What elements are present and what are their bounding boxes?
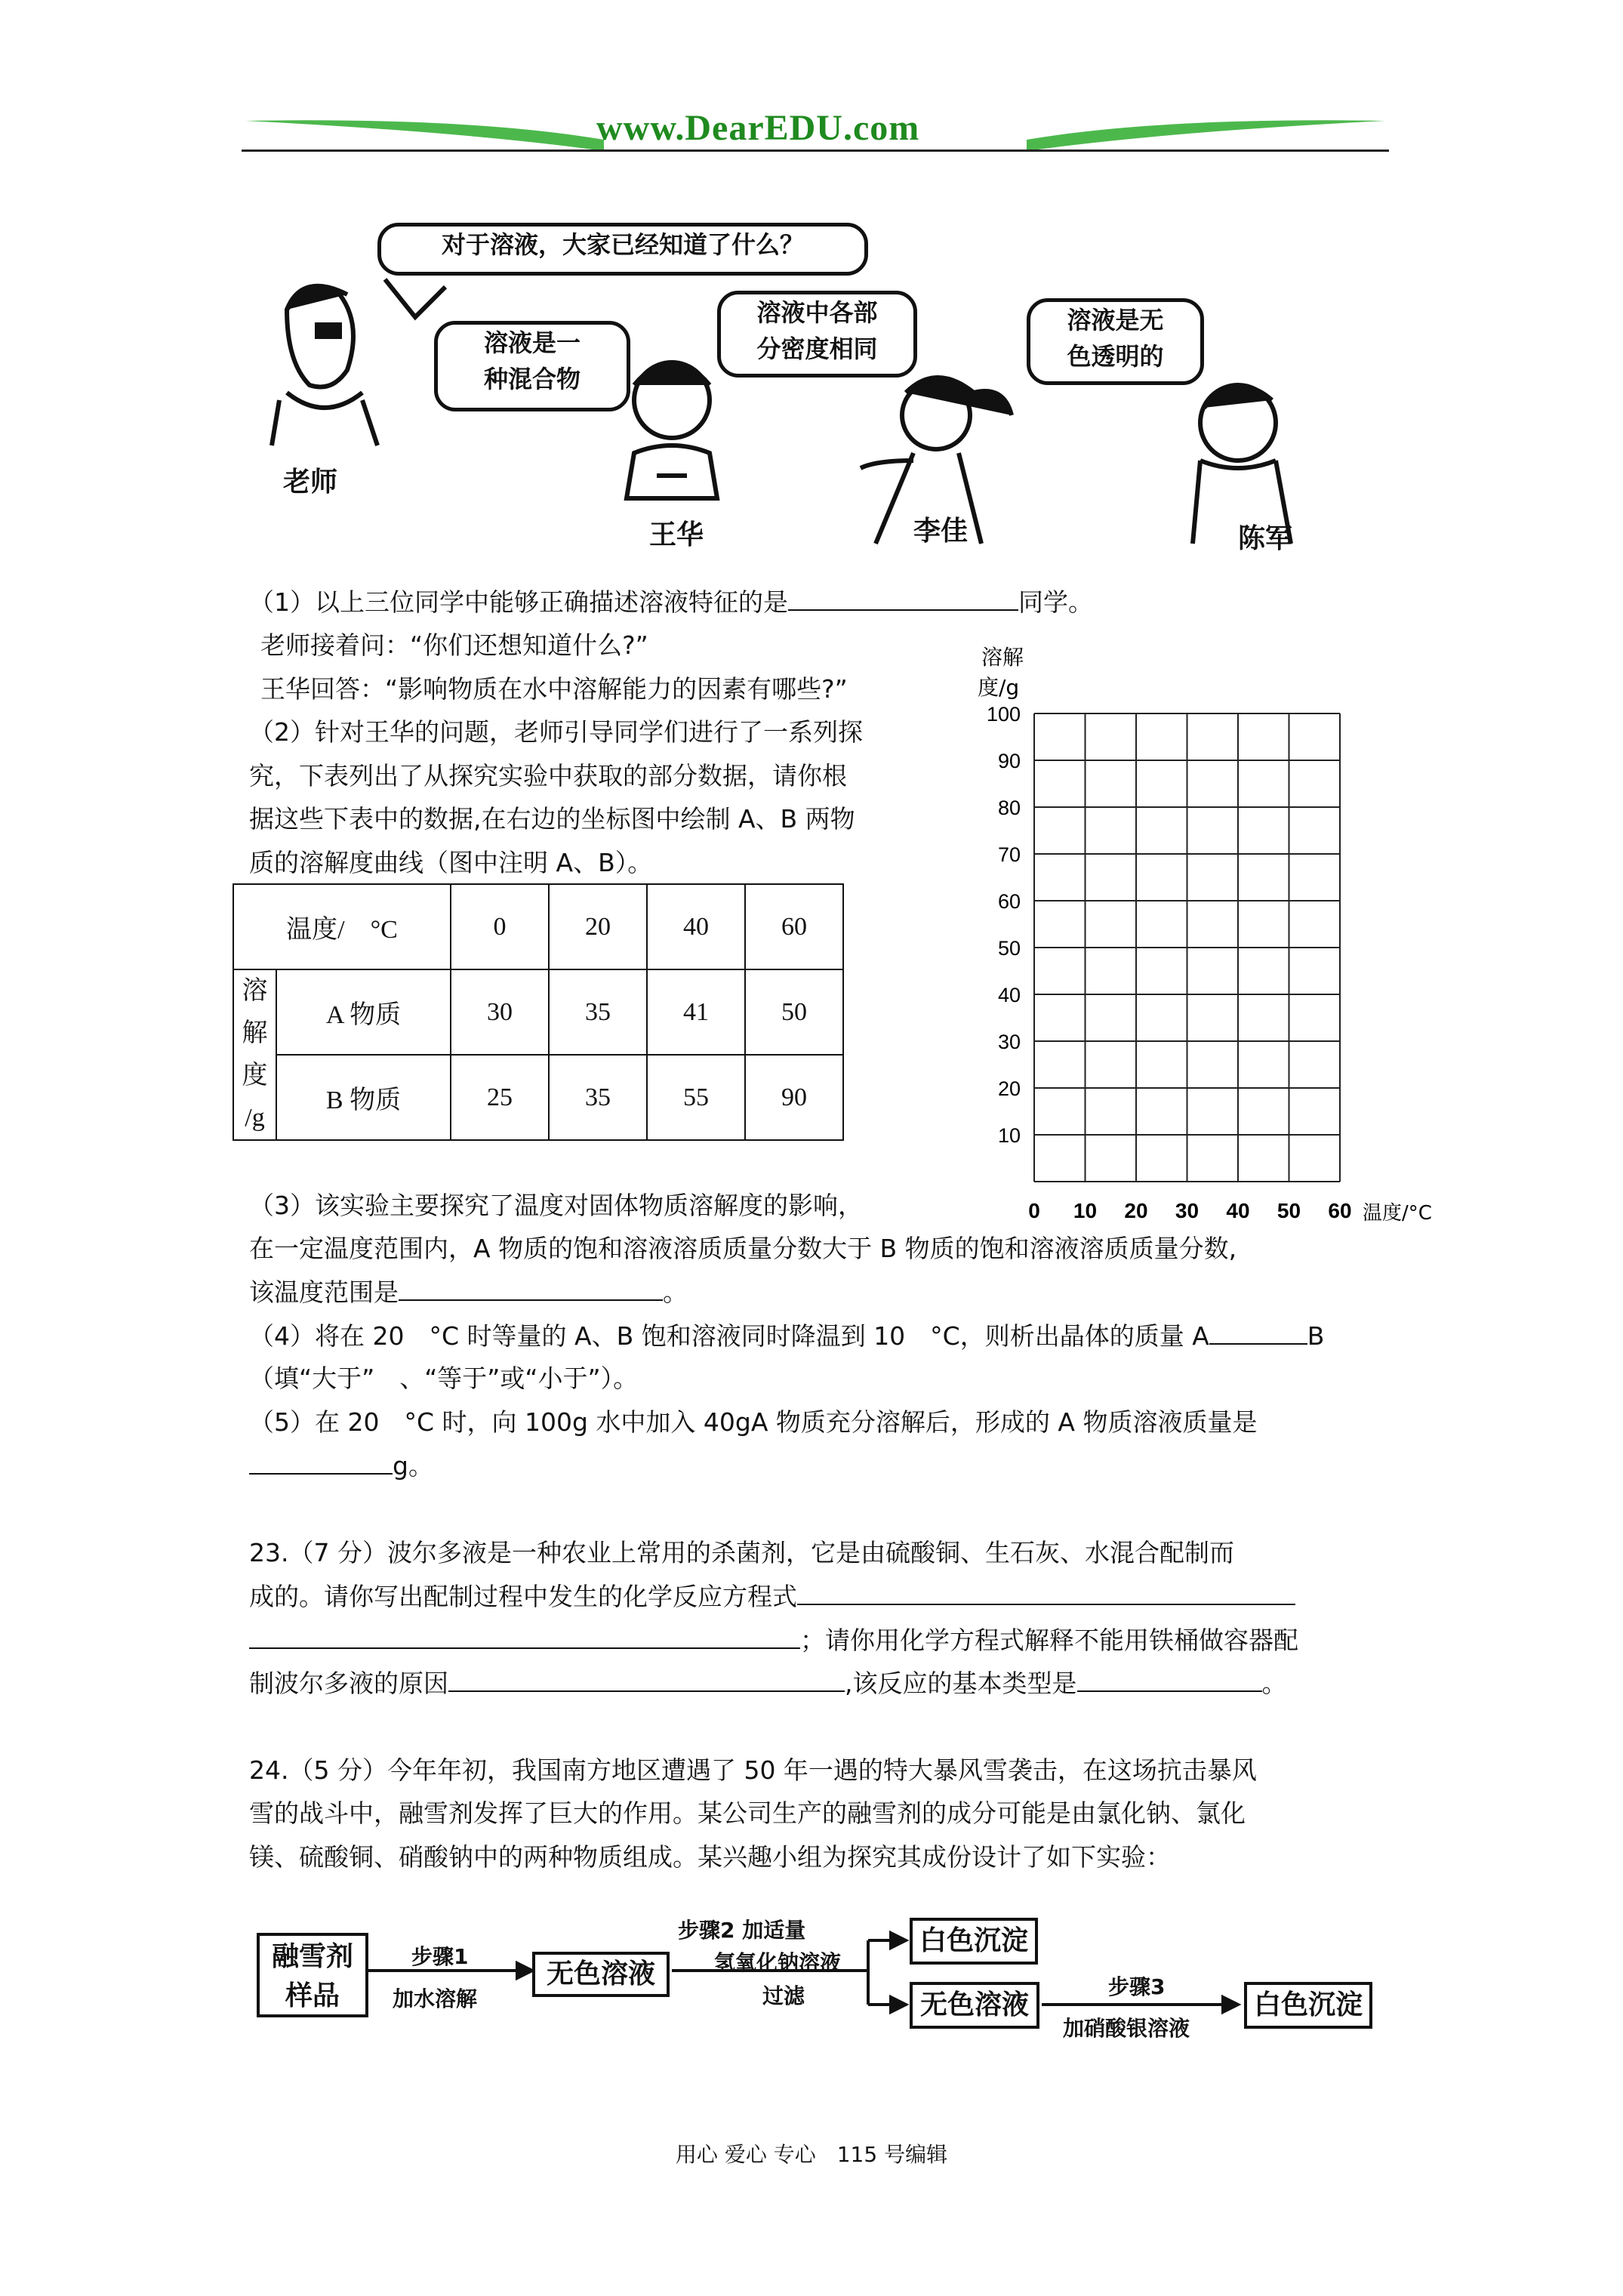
solubility-chart[interactable] <box>959 634 1487 1231</box>
y-tick-label: 40 <box>997 984 1021 1006</box>
q22-part1 <box>249 585 1093 619</box>
x-tick-label: 0 <box>1028 1199 1040 1222</box>
label-teacher: 老师 <box>283 467 338 498</box>
table-cell: 55 <box>647 1055 745 1140</box>
table-cell: 50 <box>745 969 843 1055</box>
table-temp-0: 0 <box>451 884 549 969</box>
flow-sample-line-2: 样品 <box>285 1980 340 2011</box>
q24-line-3: 镁、硫酸铜、硝酸钠中的两种物质组成。某兴趣小组为探究其成份设计了如下实验： <box>249 1842 1171 1872</box>
label-lijia: 李佳 <box>913 516 969 547</box>
flow-step2-label: 步骤2 加适量 <box>678 1918 806 1943</box>
flow-solution1-box: 无色溶液 <box>532 1952 670 1997</box>
table-cell: 41 <box>647 969 745 1055</box>
q22-teacher-asks: 老师接着问：“你们还想知道什么?” <box>260 630 648 660</box>
page-footer: 用心 爱心 专心 115 号编辑 <box>675 2142 948 2167</box>
table-cell: 25 <box>451 1055 549 1140</box>
chenjun-bubble-line-1: 溶液是无 <box>1067 306 1164 334</box>
row-label-char-4: /g <box>245 1104 265 1132</box>
y-tick-label: 50 <box>997 937 1021 960</box>
wanghua-bubble-line-2: 种混合物 <box>483 365 581 393</box>
table-temp-header: 温度/ °C <box>233 884 451 969</box>
q23-line-2-text: 成的。请你写出配制过程中发生的化学反应方程式 <box>249 1582 797 1611</box>
x-tick-label: 40 <box>1226 1199 1250 1222</box>
teacher-speech-bubble <box>377 223 868 276</box>
row-label-char-3: 度 <box>242 1062 268 1089</box>
q23-line-2 <box>249 1579 1295 1613</box>
flow-step1-action: 加水溶解 <box>393 1986 478 2011</box>
flow-step1-label: 步骤1 <box>411 1944 469 1969</box>
table-row <box>233 969 843 1055</box>
x-axis-label: 温度/°C <box>1363 1202 1432 1225</box>
q23-line-3 <box>249 1623 1298 1657</box>
q22-part1-text: （1）以上三位同学中能够正确描述溶液特征的是 <box>249 587 788 617</box>
y-tick-label: 10 <box>997 1124 1021 1147</box>
q22-part4-answer-blank[interactable] <box>1209 1319 1307 1345</box>
table-cell: 30 <box>451 969 549 1055</box>
lijia-bubble-line-1: 溶液中各部 <box>756 298 878 327</box>
q24-line-1: 24.（5 分）今年年初，我国南方地区遭遇了 50 年一遇的特大暴风雪袭击，在这场抗击暴风 <box>249 1755 1257 1785</box>
lijia-bubble-line-2: 分密度相同 <box>756 334 878 363</box>
q22-part5-line-1: （5）在 20 °C 时，向 100g 水中加入 40gA 物质充分溶解后，形成的 A 物质溶液质量是 <box>249 1407 1258 1437</box>
x-tick-label: 10 <box>1073 1199 1098 1222</box>
y-tick-label: 60 <box>997 890 1021 913</box>
q23-line-1: 23.（7 分）波尔多液是一种农业上常用的杀菌剂，它是由硫酸铜、生石灰、水混合配制而 <box>249 1538 1234 1567</box>
x-tick-label: 30 <box>1175 1199 1200 1222</box>
q23-line-4-text: 制波尔多液的原因 <box>249 1669 448 1698</box>
chenjun-bubble-line-2: 色透明的 <box>1067 342 1164 371</box>
lijia-speech-bubble <box>717 291 917 378</box>
y-tick-label: 20 <box>997 1077 1021 1100</box>
wanghua-bubble-line-1: 溶液是一 <box>483 328 581 357</box>
solubility-table <box>233 883 844 1141</box>
q22-part2-line-2: 究，下表列出了从探究实验中获取的部分数据，请你根 <box>249 761 847 791</box>
q22-part3-line-3 <box>249 1275 688 1309</box>
q24-line-2: 雪的战斗中，融雪剂发挥了巨大的作用。某公司生产的融雪剂的成分可能是由氯化钠、氯化 <box>249 1798 1246 1828</box>
label-chenjun: 陈军 <box>1238 523 1293 554</box>
flow-step2-action: 过滤 <box>762 1983 805 2008</box>
q22-part4-suffix: B <box>1307 1321 1325 1351</box>
q22-part5-answer-blank[interactable] <box>249 1449 393 1475</box>
y-tick-label: 100 <box>986 703 1021 726</box>
table-row-b-name: B 物质 <box>276 1055 451 1140</box>
q22-part3-suffix: 。 <box>663 1277 688 1307</box>
q22-part1-answer-blank[interactable] <box>788 585 1018 611</box>
flow-step3-label: 步骤3 <box>1108 1974 1166 1999</box>
flow-sample-line-1: 融雪剂 <box>271 1941 353 1972</box>
q22-part4-line-2: （填“大于” 、“等于”或“小于”）。 <box>249 1364 639 1393</box>
q22-part3-answer-blank[interactable] <box>399 1275 663 1301</box>
q23-line-4-suffix: 。 <box>1261 1669 1287 1698</box>
q23-reason-blank[interactable] <box>448 1666 845 1692</box>
table-temp-40: 40 <box>647 884 745 969</box>
teacher-bubble-text: 对于溶液，大家已经知道了什么？ <box>441 230 804 259</box>
row-label-char-1: 溶 <box>242 977 268 1005</box>
table-temp-20: 20 <box>549 884 647 969</box>
q23-line-3-text: ；请你用化学方程式解释不能用铁桶做容器配 <box>800 1626 1298 1655</box>
q22-part4-line-1 <box>249 1319 1324 1353</box>
y-axis-label-line-1: 溶解 <box>981 645 1024 670</box>
q22-part5-line-2 <box>249 1449 433 1483</box>
q23-reaction-type-blank[interactable] <box>1077 1666 1262 1692</box>
flow-solution2-box: 无色溶液 <box>910 1982 1039 2029</box>
q22-part5-suffix: g。 <box>393 1451 433 1481</box>
q23-equation-blank-2[interactable] <box>249 1623 800 1649</box>
flow-sample-box <box>257 1933 368 2017</box>
q22-part1-suffix: 同学。 <box>1018 587 1093 617</box>
q23-line-4-mid: ,该反应的基本类型是 <box>845 1669 1077 1698</box>
q22-part3-line-2: 在一定温度范围内，A 物质的饱和溶液溶质质量分数大于 B 物质的饱和溶液溶质质量分数, <box>249 1234 1237 1263</box>
q22-part4-text: （4）将在 20 °C 时等量的 A、B 饱和溶液同时降温到 10 °C，则析出晶体的质量 A <box>249 1321 1209 1351</box>
x-tick-label: 20 <box>1124 1199 1148 1222</box>
x-tick-label: 60 <box>1328 1199 1352 1222</box>
site-logo-text: www.DearEDU.com <box>596 108 920 148</box>
table-row-a-name: A 物质 <box>276 969 451 1055</box>
flow-precipitate2-box: 白色沉淀 <box>1244 1982 1372 2029</box>
table-header-row <box>233 884 843 969</box>
y-axis-label-line-2: 度/g <box>978 675 1020 700</box>
chenjun-speech-bubble <box>1027 298 1204 385</box>
x-tick-label: 50 <box>1277 1199 1301 1222</box>
q23-equation-blank-1[interactable] <box>797 1579 1295 1605</box>
y-tick-label: 90 <box>997 750 1021 772</box>
label-wanghua: 王华 <box>649 519 704 550</box>
q22-wanghua-answers: 王华回答：“影响物质在水中溶解能力的因素有哪些?” <box>260 674 848 704</box>
row-label-char-2: 解 <box>242 1019 268 1047</box>
flow-precipitate1-box: 白色沉淀 <box>910 1918 1038 1965</box>
q22-part2-line-4: 质的溶解度曲线（图中注明 A、B）。 <box>249 848 653 877</box>
q23-line-4 <box>249 1666 1287 1700</box>
flow-step2-reagent: 氢氧化钠溶液 <box>714 1950 842 1975</box>
flow-step3-action: 加硝酸银溶液 <box>1063 2016 1190 2041</box>
y-tick-label: 80 <box>997 797 1021 819</box>
y-tick-label: 70 <box>997 843 1021 866</box>
q22-part3-line-1: （3）该实验主要探究了温度对固体物质溶解度的影响， <box>249 1191 863 1220</box>
q22-part3-line-3-text: 该温度范围是 <box>249 1277 399 1307</box>
table-cell: 35 <box>549 1055 647 1140</box>
wanghua-speech-bubble <box>434 321 630 411</box>
table-solubility-label <box>233 969 276 1140</box>
table-cell: 35 <box>549 969 647 1055</box>
y-tick-label: 30 <box>997 1031 1021 1053</box>
q22-part2-line-1: （2）针对王华的问题，老师引导同学们进行了一系列探 <box>249 717 863 747</box>
header-divider <box>242 149 1389 152</box>
q22-part2-line-3: 据这些下表中的数据,在右边的坐标图中绘制 A、B 两物 <box>249 804 855 834</box>
table-temp-60: 60 <box>745 884 843 969</box>
table-row <box>233 1055 843 1140</box>
table-cell: 90 <box>745 1055 843 1140</box>
